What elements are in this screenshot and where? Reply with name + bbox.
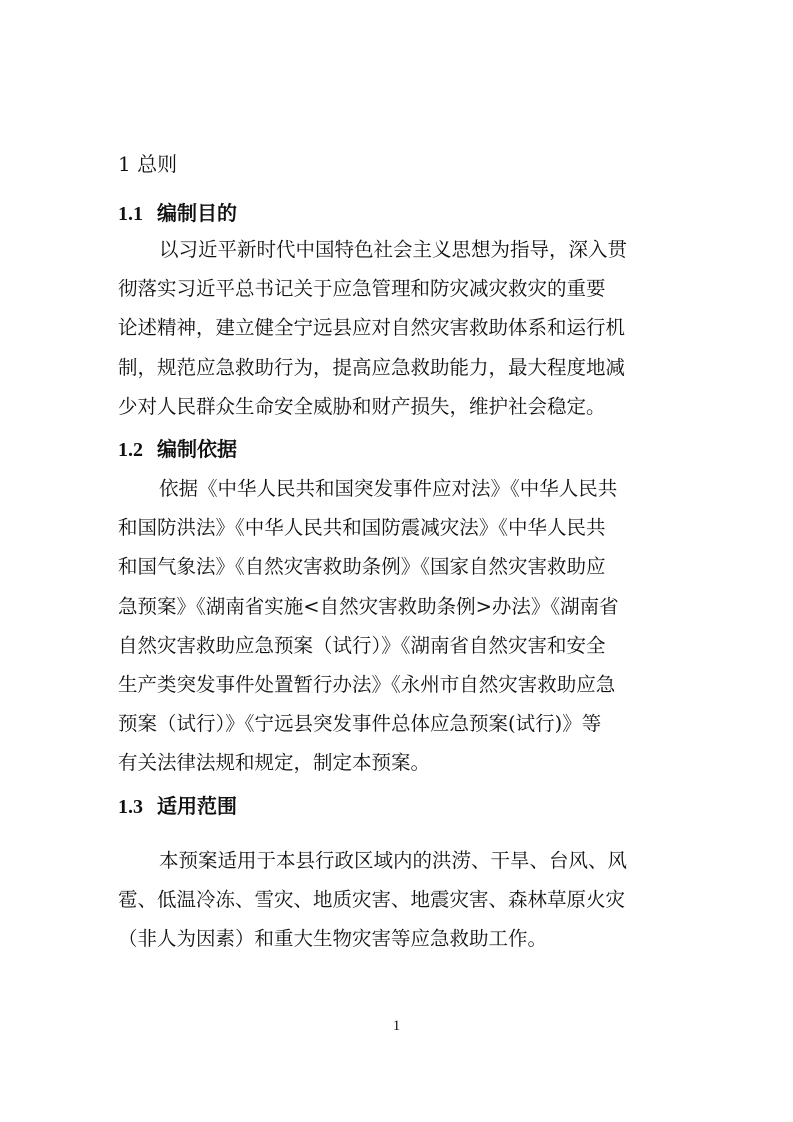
paragraph-line: 自然灾害救助应急预案（试行）》《湖南省自然灾害和安全: [118, 633, 606, 657]
paragraph-line: 预案（试行）》《宁远县突发事件总体应急预案(试行)》等: [118, 712, 602, 736]
paragraph-line: 依据《中华人民共和国突发事件应对法》《中华人民共: [159, 477, 618, 500]
paragraph-line: （非人为因素）和重大生物灾害等应急救助工作。: [118, 927, 548, 951]
paragraph-line: 急预案》《湖南省实施<自然灾害救助条例>办法》《湖南省: [118, 594, 619, 618]
section-number: 1.2: [118, 439, 143, 461]
paragraph-line: 雹、低温冷冻、雪灾、地质灾害、地震灾害、森林草原火灾: [118, 888, 626, 912]
paragraph-line: 彻落实习近平总书记关于应急管理和防灾减灾救灾的重要: [118, 277, 606, 301]
section-title: 编制目的: [157, 201, 237, 225]
section-heading: [118, 197, 237, 230]
section-number: 1.1: [118, 203, 143, 225]
chapter-title: 1 总则: [118, 152, 178, 176]
section-paragraph: [118, 469, 678, 783]
paragraph-line: 本预案适用于本县行政区域内的洪涝、干旱、台风、风: [159, 849, 628, 872]
paragraph-line: 生产类突发事件处置暂行办法》《永州市自然灾害救助应急: [118, 673, 616, 697]
section-title: 编制依据: [157, 437, 237, 461]
paragraph-line: 和国防洪法》《中华人民共和国防震减灾法》《中华人民共: [118, 516, 606, 540]
section-paragraph: [118, 230, 678, 426]
section-heading: [118, 433, 237, 466]
paragraph-line: 以习近平新时代中国特色社会主义思想为指导，深入贯: [159, 238, 628, 261]
section-title: 适用范围: [157, 794, 237, 818]
section-number: 1.3: [118, 796, 143, 818]
paragraph-line: 论述精神，建立健全宁远县应对自然灾害救助体系和运行机: [118, 316, 626, 340]
section-heading: [118, 790, 237, 823]
paragraph-line: 和国气象法》《自然灾害救助条例》《国家自然灾害救助应: [118, 555, 606, 579]
paragraph-line: 少对人民群众生命安全威胁和财产损失，维护社会稳定。: [118, 394, 606, 418]
paragraph-line: 有关法律法规和规定，制定本预案。: [118, 751, 431, 775]
page-number: 1: [392, 1018, 401, 1034]
section-paragraph: [118, 841, 678, 959]
paragraph-line: 制，规范应急救助行为，提高应急救助能力，最大程度地减: [118, 355, 626, 379]
